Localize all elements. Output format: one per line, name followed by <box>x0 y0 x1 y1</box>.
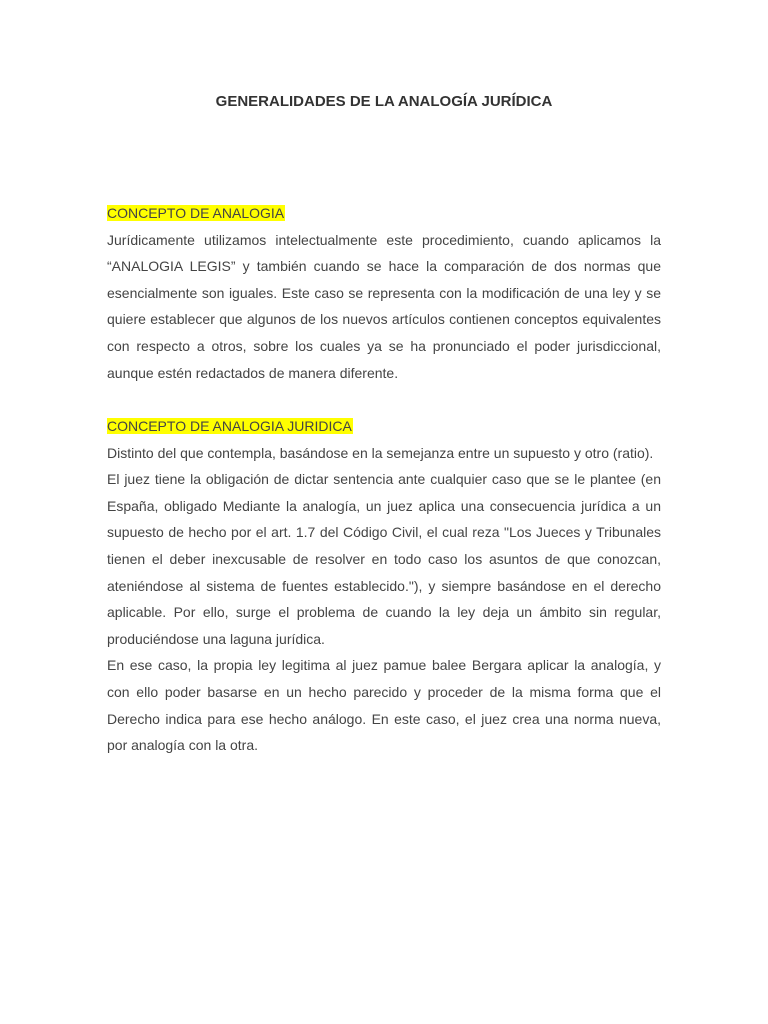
paragraph: El juez tiene la obligación de dictar sentencia ante cualquier caso que se le plantee (en España, obligado Mediante la analogía, un juez aplica una consecuencia jurídica a un supuesto de hecho por el art. 1.7 del Código Civil, el cual reza "Los Jueces y Tribunales tienen el deber inexcusable de resolver en todo caso los asuntos de que conozcan, ateniéndose al sistema de fuentes establecido."), y siempre basándose en el derecho aplicable. Por ello, surge el problema de cuando la ley deja un ámbito sin regular, produciéndose una laguna jurídica. <box>107 471 661 647</box>
section-heading: CONCEPTO DE ANALOGIA <box>107 205 285 221</box>
section-concepto-analogia <box>107 200 661 386</box>
section-concepto-analogia-juridica <box>107 413 661 759</box>
section-heading: CONCEPTO DE ANALOGIA JURIDICA <box>107 418 352 434</box>
document-title: GENERALIDADES DE LA ANALOGÍA JURÍDICA <box>215 93 553 110</box>
paragraph: Distinto del que contempla, basándose en la semejanza entre un supuesto y otro (ratio). <box>107 444 654 461</box>
paragraph: Jurídicamente utilizamos intelectualmente este procedimiento, cuando aplicamos la “ANALOGIA LEGIS” y también cuando se hace la comparación de dos normas que esencialmente son iguales. Este caso se representa con la modificación de una ley y se quiere establecer que algunos de los nuevos artículos contienen conceptos equivalentes con respecto a otros, sobre los cuales ya se ha pronunciado el poder jurisdiccional, aunque estén redactados de manera diferente. <box>107 231 661 381</box>
paragraph: En ese caso, la propia ley legitima al juez pamue balee Bergara aplicar la analogía, y con ello poder basarse en un hecho parecido y proceder de la misma forma que el Derecho indica para ese hecho análogo. En este caso, el juez crea una norma nueva, por analogía con la otra. <box>107 657 661 754</box>
